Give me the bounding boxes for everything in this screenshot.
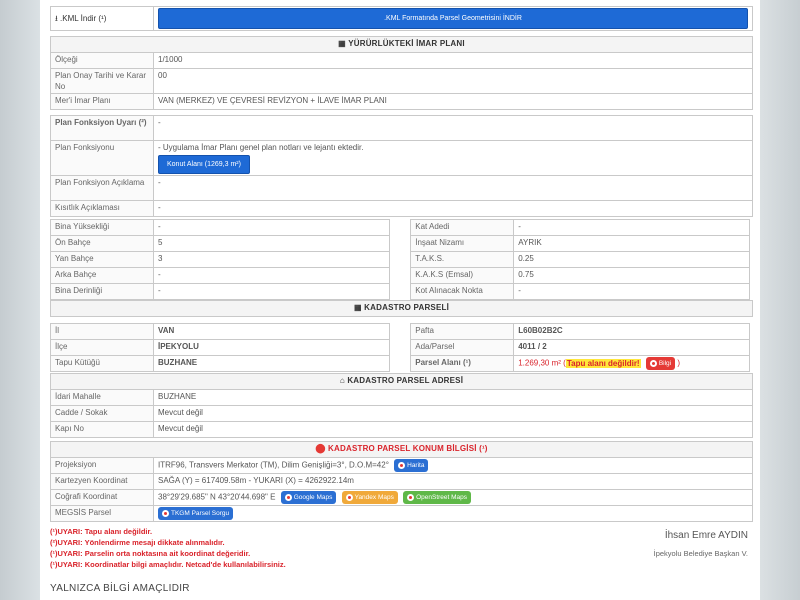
front-yard-label: Ön Bahçe [51, 236, 154, 252]
street-value: Mevcut değil [154, 406, 753, 422]
geographic-value: 38°29'29.685" N 43°20'44.698" E [158, 492, 276, 502]
back-yard-label: Arka Bahçe [51, 268, 154, 284]
district-label: İlçe [51, 340, 154, 356]
construction-order-label: İnşaat Nizamı [411, 236, 514, 252]
kml-button-cell [154, 7, 753, 31]
height-value: - [154, 220, 390, 236]
projection-cell [154, 458, 753, 474]
signature-title: İpekyolu Belediye Başkan V. [653, 549, 748, 558]
location-section [50, 441, 753, 522]
door-no-value: Mevcut değil [154, 422, 753, 438]
function-note: - Uygulama İmar Planı genel plan notları ve lejantı ektedir. [158, 143, 364, 152]
openstreet-maps-button[interactable] [403, 491, 471, 504]
tkgm-marker-icon [162, 510, 169, 517]
function-label: Plan Fonksiyonu [51, 141, 154, 176]
warning-item: (¹)UYARI: Tapu alanı değildir. [50, 527, 153, 536]
info-icon [650, 360, 657, 367]
kml-section [50, 6, 753, 31]
depth-value: - [154, 284, 390, 300]
cadastre-right-table [410, 323, 750, 372]
side-yard-value: 3 [154, 252, 390, 268]
scale-label: Ölçeği [51, 53, 154, 69]
cartesian-label: Kartezyen Koordinat [51, 474, 154, 490]
front-yard-value: 5 [154, 236, 390, 252]
table-icon: ▦ [338, 39, 346, 48]
google-marker-icon [285, 494, 292, 501]
info-button[interactable] [646, 357, 675, 370]
imar-section [50, 36, 753, 110]
building-right-table [410, 219, 750, 300]
approval-label: Plan Onay Tarihi ve Karar No [51, 69, 154, 94]
location-title: KADASTRO PARSEL KONUM BİLGİSİ (¹) [328, 444, 488, 453]
function-value-cell [154, 141, 753, 176]
map-button-label: Harita [407, 462, 425, 469]
plan-name-label: Mer'i İmar Planı [51, 94, 154, 110]
map-button[interactable] [394, 459, 428, 472]
building-left-table [50, 219, 390, 300]
megsis-label: MEGSİS Parsel [51, 506, 154, 522]
kaks-label: K.A.K.S (Emsal) [411, 268, 514, 284]
projection-value: ITRF96, Transvers Merkator (TM), Dilim Genişliği=3°, D.O.M=42° [158, 460, 389, 470]
district-value: İPEKYOLU [154, 340, 390, 356]
approval-value: 00 [154, 69, 753, 94]
cadastre-left-table [50, 323, 390, 372]
depth-label: Bina Derinliği [51, 284, 154, 300]
floor-count-value: - [514, 220, 750, 236]
yandex-maps-label: Yandex Maps [354, 494, 394, 501]
cadastre-title: KADASTRO PARSELİ [364, 303, 450, 312]
warning-item: (¹)UYARI: Koordinatlar bilgi amaçlıdır. Netcad'de kullanılabilirsiniz. [50, 560, 286, 569]
street-label: Cadde / Sokak [51, 406, 154, 422]
warning-item: (²)UYARI: Yönlendirme mesajı dikkate alınmalıdır. [50, 538, 225, 547]
projection-label: Projeksiyon [51, 458, 154, 474]
sheet-label: Pafta [411, 324, 514, 340]
taks-label: T.A.K.S. [411, 252, 514, 268]
building-section [50, 219, 753, 300]
warning-item: (¹)UYARI: Parselin orta noktasına ait koordinat değeridir. [50, 549, 251, 558]
restriction-value: - [154, 201, 753, 217]
location-header [51, 442, 753, 458]
imar-title: YÜRÜRLÜKTEKİ İMAR PLANI [348, 39, 465, 48]
function-desc-label: Plan Fonksiyon Açıklama [51, 176, 154, 201]
paren-close: ) [677, 358, 681, 368]
geographic-cell [154, 490, 753, 506]
address-title: KADASTRO PARSEL ADRESİ [347, 376, 464, 385]
address-header [51, 374, 753, 390]
back-yard-value: - [154, 268, 390, 284]
registry-value: BUZHANE [154, 356, 390, 372]
floor-count-label: Kat Adedi [411, 220, 514, 236]
address-section [50, 373, 753, 438]
province-label: İl [51, 324, 154, 340]
parcel-info-panel [40, 0, 760, 600]
google-maps-label: Google Maps [293, 494, 333, 501]
elevation-point-label: Kot Alınacak Nokta [411, 284, 514, 300]
sheet-value: L60B02B2C [514, 324, 750, 340]
restriction-label: Kısıtlık Açıklaması [51, 201, 154, 217]
construction-order-value: AYRIK [514, 236, 750, 252]
block-parcel-label: Ada/Parsel [411, 340, 514, 356]
taks-value: 0.25 [514, 252, 750, 268]
parcel-area-label: Parsel Alanı (¹) [411, 356, 514, 372]
map-marker-icon [398, 462, 405, 469]
paren-open: ( [563, 358, 566, 368]
neighborhood-value: BUZHANE [154, 390, 753, 406]
imar-header [51, 37, 753, 53]
kml-label: .KML İndir (¹) [60, 14, 107, 23]
neighborhood-label: İdari Mahalle [51, 390, 154, 406]
province-value: VAN [154, 324, 390, 340]
yandex-marker-icon [346, 494, 353, 501]
function-desc-value: - [154, 176, 753, 201]
megsis-cell [154, 506, 753, 522]
table-icon: ▦ [353, 303, 362, 312]
tkgm-query-label: TKGM Parsel Sorgu [171, 510, 230, 517]
parcel-area-value: 1.269,30 m² [518, 358, 561, 368]
function-section [50, 115, 753, 217]
signature-name: İhsan Emre AYDIN [664, 530, 748, 541]
konut-alani-button[interactable]: Konut Alanı (1269,3 m²) [158, 155, 250, 174]
kml-download-button[interactable]: .KML Formatında Parsel Geometrisini İNDİR [158, 8, 748, 29]
geographic-label: Coğrafi Koordinat [51, 490, 154, 506]
function-warning-label: Plan Fonksiyon Uyarı (²) [51, 116, 154, 141]
registry-label: Tapu Kütüğü [51, 356, 154, 372]
google-maps-button[interactable] [281, 491, 337, 504]
cartesian-value: SAĞA (Y) = 617409.58m - YUKARI (X) = 4262922.14m [154, 474, 753, 490]
footer-disclaimer: YALNIZCA BİLGİ AMAÇLIDIR [50, 583, 190, 594]
cadastre-header [51, 301, 753, 317]
height-label: Bina Yüksekliği [51, 220, 154, 236]
tkgm-query-button[interactable] [158, 507, 233, 520]
yandex-maps-button[interactable] [342, 491, 398, 504]
kml-label-cell [51, 7, 154, 31]
kaks-value: 0.75 [514, 268, 750, 284]
home-icon: ⌂ [339, 376, 345, 385]
elevation-point-value: - [514, 284, 750, 300]
door-no-label: Kapı No [51, 422, 154, 438]
plan-name-value: VAN (MERKEZ) VE ÇEVRESİ REVİZYON + İLAVE İMAR PLANI [154, 94, 753, 110]
warnings-list [50, 526, 286, 570]
download-icon: ⭳ [55, 14, 58, 23]
osm-marker-icon [407, 494, 414, 501]
scale-value: 1/1000 [154, 53, 753, 69]
block-parcel-value: 4011 / 2 [514, 340, 750, 356]
area-warning-badge: Tapu alanı değildir! [566, 358, 640, 368]
info-button-label: Bilgi [658, 360, 672, 367]
side-yard-label: Yan Bahçe [51, 252, 154, 268]
openstreet-maps-label: OpenStreet Maps [416, 494, 468, 501]
map-pin-icon: ⬤ [315, 443, 326, 453]
parcel-area-cell [514, 356, 750, 372]
function-warning-value: - [154, 116, 753, 141]
cadastre-section [50, 300, 753, 372]
